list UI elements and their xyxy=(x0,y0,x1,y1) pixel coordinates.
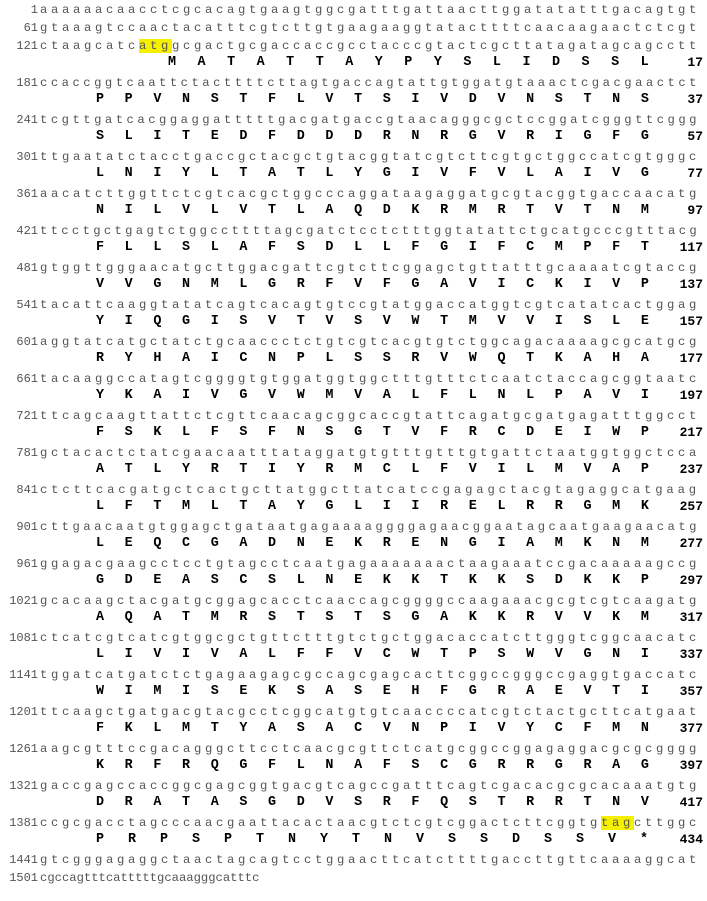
amino-acid-row xyxy=(0,721,707,739)
nucleotide-sequence xyxy=(40,334,700,350)
amino-acid-sequence: P R P S P T N Y T N V S S D S S V * xyxy=(96,832,648,847)
nucleotide-position: 841 xyxy=(16,483,38,497)
nucleotide-position: 1501 xyxy=(9,871,38,885)
amino-acid-row xyxy=(0,55,707,73)
amino-acid-position: 337 xyxy=(679,647,703,662)
nucleotide-position: 301 xyxy=(16,150,38,164)
amino-acid-position: 17 xyxy=(687,55,703,70)
amino-acid-row xyxy=(0,129,707,147)
sequence-row xyxy=(0,704,707,722)
nucleotide-segment: cttgaacaatgtggagctgataatgagaaaaggggagaacggaatagcaatgaagaacatg xyxy=(40,520,700,534)
amino-acid-sequence: V V G N M L G R F V F G A V I C K I V P xyxy=(96,277,648,292)
amino-acid-sequence: S L I T E D F D D D R N R G V R I G F G xyxy=(96,129,648,144)
amino-acid-position: 137 xyxy=(679,277,703,292)
nucleotide-position: 1 xyxy=(30,3,38,17)
sequence-row xyxy=(0,38,707,56)
sequence-row xyxy=(0,778,707,796)
amino-acid-position: 434 xyxy=(679,832,703,847)
nucleotide-position: 901 xyxy=(16,520,38,534)
nucleotide-sequence xyxy=(40,741,700,757)
sequence-row xyxy=(0,482,707,500)
nucleotide-sequence xyxy=(40,149,700,165)
amino-acid-sequence: A Q A T M R S T S T S G A K K R V V K M xyxy=(96,610,648,625)
amino-acid-position: 237 xyxy=(679,462,703,477)
amino-acid-row xyxy=(0,684,707,702)
nucleotide-segment: tacattcaaggtatatcagtcacagtgtccgtatggaccatggtcgtcatatcactggag xyxy=(40,298,700,312)
nucleotide-sequence xyxy=(40,297,700,313)
nucleotide-segment: gcacaagctacgatgcggagcacctcaaccagcggggccaagaaacgcgtcgtcaagatg xyxy=(40,594,700,608)
sequence-row xyxy=(0,408,707,426)
nucleotide-segment: gaccgagccaccggcgagcggtgacgtcagccgatttcagtcgacacgcgcacaaatgtg xyxy=(40,779,700,793)
amino-acid-sequence: L I V I V A L F F V C W T P S W V G N I xyxy=(96,647,648,662)
sequence-row xyxy=(0,149,707,167)
nucleotide-position: 181 xyxy=(16,76,38,90)
amino-acid-row xyxy=(0,610,707,628)
nucleotide-segment: ccaccggtcaattctacttttcttagtgaccagtattgtggatgtaaactcgacgaactct xyxy=(40,76,700,90)
amino-acid-row xyxy=(0,758,707,776)
nucleotide-sequence xyxy=(40,371,700,387)
nucleotide-position: 1201 xyxy=(9,705,38,719)
nucleotide-position: 1381 xyxy=(9,816,38,830)
sequence-row xyxy=(0,593,707,611)
nucleotide-segment: ctcatcgtcatcgtggcgctgttctttgtctgctggacaccatcttgggtcggcaacatc xyxy=(40,631,700,645)
amino-acid-sequence: P P V N S T F L V T S I V D V N S T N S xyxy=(96,92,648,107)
amino-acid-sequence: F L L S L A F S D L L F G I F C M P F T xyxy=(96,240,648,255)
nucleotide-sequence xyxy=(40,445,700,461)
nucleotide-sequence xyxy=(40,815,700,831)
nucleotide-position: 121 xyxy=(16,39,38,53)
amino-acid-position: 37 xyxy=(687,92,703,107)
sequence-row xyxy=(0,556,707,574)
nucleotide-position: 541 xyxy=(16,298,38,312)
nucleotide-segment: tcgttgatcacggaggatttttgacgatgaccgtaacagggcgctccggatcgggttcggg xyxy=(40,113,700,127)
amino-acid-row xyxy=(0,647,707,665)
nucleotide-segment: ccgcgacctagcccaacgaattacactaacgtctcgtcggactcttcggtg xyxy=(40,816,601,830)
nucleotide-position: 1081 xyxy=(9,631,38,645)
amino-acid-row xyxy=(0,240,707,258)
amino-acid-row xyxy=(0,499,707,517)
amino-acid-sequence: F K L M T Y A S A C V N P I V Y C F M N xyxy=(96,721,648,736)
nucleotide-sequence xyxy=(40,667,700,683)
amino-acid-sequence: Y K A I V G V W M V A L F L N L P A V I xyxy=(96,388,648,403)
nucleotide-position: 241 xyxy=(16,113,38,127)
nucleotide-position: 421 xyxy=(16,224,38,238)
sequence-row xyxy=(0,741,707,759)
sequence-row xyxy=(0,75,707,93)
nucleotide-position: 1141 xyxy=(9,668,38,682)
nucleotide-segment: tggatcatgatctctgagaagagcgccagcgagcacttcggccgggccgaggtgaccatc xyxy=(40,668,700,682)
amino-acid-row xyxy=(0,425,707,443)
amino-acid-sequence: G D E A S C S L N E K K T K K S D K K P xyxy=(96,573,648,588)
nucleotide-segment: cttggc xyxy=(633,816,700,830)
nucleotide-segment: gcgactgcgaccaccgcctacccgtactcgcttatagatagcagcctt xyxy=(172,39,700,53)
amino-acid-position: 177 xyxy=(679,351,703,366)
nucleotide-sequence xyxy=(40,186,700,202)
nucleotide-position: 1441 xyxy=(9,853,38,867)
amino-acid-sequence: K R F R Q G F L N A F S C G R R G R A G xyxy=(96,758,648,773)
nucleotide-sequence xyxy=(40,778,700,794)
nucleotide-segment: gctacactctatcgaacaatttataggatgtgtttgtttgtgattctaatggtggctcca xyxy=(40,446,700,460)
amino-acid-position: 417 xyxy=(679,795,703,810)
amino-acid-position: 57 xyxy=(687,129,703,144)
sequence-row xyxy=(0,2,707,20)
amino-acid-sequence: L F T M L T A Y G L I I R E L R R G M K xyxy=(96,499,648,514)
amino-acid-row xyxy=(0,388,707,406)
stop-codon-highlight: tag xyxy=(600,816,634,830)
sequence-row xyxy=(0,334,707,352)
nucleotide-sequence xyxy=(40,482,700,498)
nucleotide-sequence xyxy=(40,593,700,609)
amino-acid-sequence: D R A T A S G D V S R F Q S T R R T N V xyxy=(96,795,648,810)
nucleotide-position: 661 xyxy=(16,372,38,386)
nucleotide-segment: ttgaatatctacctgaccgctacgctgtacggtatcgtcttcgtgctggccatcgtgggc xyxy=(40,150,700,164)
nucleotide-sequence xyxy=(40,556,700,572)
nucleotide-position: 781 xyxy=(16,446,38,460)
amino-acid-position: 117 xyxy=(679,240,703,255)
amino-acid-sequence: A T L Y R T I Y R M C L F V I L M V A P xyxy=(96,462,648,477)
nucleotide-sequence xyxy=(40,408,700,424)
amino-acid-row xyxy=(0,536,707,554)
amino-acid-position: 377 xyxy=(679,721,703,736)
nucleotide-segment: cgccagtttcatttttgcaaagggcatttc xyxy=(40,871,260,885)
nucleotide-segment: ttcagcaagttattctcgttcaacagcggcaccgtattcagatgcgatgagatttggcct xyxy=(40,409,700,423)
amino-acid-row xyxy=(0,203,707,221)
sequence-row xyxy=(0,186,707,204)
nucleotide-position: 1321 xyxy=(9,779,38,793)
sequence-row xyxy=(0,20,707,38)
nucleotide-segment: gtcgggagaggctaactagcagtcctggaacttcatcttttgaccttgttcaaaaggcat xyxy=(40,853,700,867)
nucleotide-segment: ggagacgaagcctcctgtagcctcaatgagaaaaaaactaagaaatccgacaaaaagccg xyxy=(40,557,700,571)
nucleotide-sequence xyxy=(40,223,700,239)
amino-acid-position: 397 xyxy=(679,758,703,773)
amino-acid-row xyxy=(0,92,707,110)
nucleotide-segment: gtggttgggaacatgcttggacgattcgtcttcggagctgttatttgcaaaatcgtaccg xyxy=(40,261,700,275)
nucleotide-position: 1021 xyxy=(9,594,38,608)
nucleotide-sequence xyxy=(40,2,700,18)
amino-acid-row xyxy=(0,166,707,184)
amino-acid-sequence: N I L V L V T L A Q D K R M R T V T N M xyxy=(96,203,648,218)
amino-acid-row xyxy=(0,832,707,850)
nucleotide-segment: ctaagcatc xyxy=(40,39,139,53)
nucleotide-position: 481 xyxy=(16,261,38,275)
nucleotide-position: 1261 xyxy=(9,742,38,756)
amino-acid-position: 157 xyxy=(679,314,703,329)
nucleotide-segment: gtaaagtccaactacatttcgtcttgtgaagaaggtatacttttcaacaagaactctcgt xyxy=(40,21,700,35)
amino-acid-sequence: L N I Y L T A T L Y G I V F V L A I V G xyxy=(96,166,648,181)
sequence-row xyxy=(0,445,707,463)
nucleotide-sequence xyxy=(40,20,700,36)
amino-acid-sequence: F S K L F S F N S G T V F R C D E I W P xyxy=(96,425,648,440)
amino-acid-position: 217 xyxy=(679,425,703,440)
sequence-row xyxy=(0,870,707,888)
amino-acid-position: 257 xyxy=(679,499,703,514)
nucleotide-sequence xyxy=(40,870,259,886)
nucleotide-position: 361 xyxy=(16,187,38,201)
sequence-row xyxy=(0,371,707,389)
amino-acid-position: 77 xyxy=(687,166,703,181)
nucleotide-segment: ttcctgctgagtctggccttttagcgatctcctctttggtatattctgcatgcccgtttacg xyxy=(40,224,700,238)
sequence-row xyxy=(0,260,707,278)
amino-acid-row xyxy=(0,462,707,480)
nucleotide-position: 61 xyxy=(23,21,38,35)
nucleotide-sequence xyxy=(40,519,700,535)
nucleotide-sequence xyxy=(40,704,700,720)
nucleotide-sequence xyxy=(40,38,700,54)
sequence-row xyxy=(0,630,707,648)
start-codon-highlight: atg xyxy=(139,39,172,53)
amino-acid-position: 277 xyxy=(679,536,703,551)
amino-acid-position: 197 xyxy=(679,388,703,403)
nucleotide-sequence xyxy=(40,260,700,276)
amino-acid-sequence: M A T A T T A Y P Y S L I D S S L xyxy=(168,55,648,70)
amino-acid-sequence: L E Q C G A D N E K R E N G I A M K N M xyxy=(96,536,648,551)
amino-acid-position: 357 xyxy=(679,684,703,699)
nucleotide-segment: aacatcttggttctcgtcacgctggcccaggataagaggatgcgtacggtgaccaacatg xyxy=(40,187,700,201)
amino-acid-row xyxy=(0,351,707,369)
amino-acid-sequence: R Y H A I C N P L S S R V W Q T K A H A xyxy=(96,351,648,366)
nucleotide-segment: ttcaagctgatgacgtacgcctcggcatgtgtcaaccccatcgtctactgcttcatgaat xyxy=(40,705,700,719)
sequence-row xyxy=(0,297,707,315)
nucleotide-position: 721 xyxy=(16,409,38,423)
sequence-row xyxy=(0,112,707,130)
amino-acid-sequence: Y I Q G I S V T V S V W T M V V I S L E xyxy=(96,314,648,329)
nucleotide-sequence xyxy=(40,852,700,868)
amino-acid-row xyxy=(0,277,707,295)
sequence-row xyxy=(0,815,707,833)
nucleotide-sequence xyxy=(40,112,700,128)
amino-acid-row xyxy=(0,795,707,813)
nucleotide-sequence xyxy=(40,630,700,646)
nucleotide-segment: aaaaaacaacctcgcacagtgaagtggcgatttgattaacttggatatatttgacagtgt xyxy=(40,3,700,17)
sequence-row xyxy=(0,852,707,870)
amino-acid-position: 317 xyxy=(679,610,703,625)
sequence-row xyxy=(0,519,707,537)
sequence-row xyxy=(0,667,707,685)
amino-acid-position: 297 xyxy=(679,573,703,588)
amino-acid-position: 97 xyxy=(687,203,703,218)
nucleotide-position: 961 xyxy=(16,557,38,571)
nucleotide-segment: tacaaggccatagtcggggtgtggatggtggctttgtttctcaatctaccagcggtaatc xyxy=(40,372,700,386)
nucleotide-sequence xyxy=(40,75,700,91)
nucleotide-segment: aagcgtttccgacagggcttcctcaacgcgttctcatgcggccggagaggacgcgcgggg xyxy=(40,742,700,756)
amino-acid-sequence: W I M I S E K S A S E H F G R A E V T I xyxy=(96,684,648,699)
nucleotide-position: 601 xyxy=(16,335,38,349)
sequence-row xyxy=(0,223,707,241)
amino-acid-row xyxy=(0,314,707,332)
nucleotide-segment: ctcttcacgatgctcactgcttatggcttatcatccgagagctacgtagaggcatgaag xyxy=(40,483,700,497)
amino-acid-row xyxy=(0,573,707,591)
nucleotide-segment: aggtatcatgctatctgcaaccctctgtcgtcacgtgtctggcagacaaaagcgcatgcg xyxy=(40,335,700,349)
